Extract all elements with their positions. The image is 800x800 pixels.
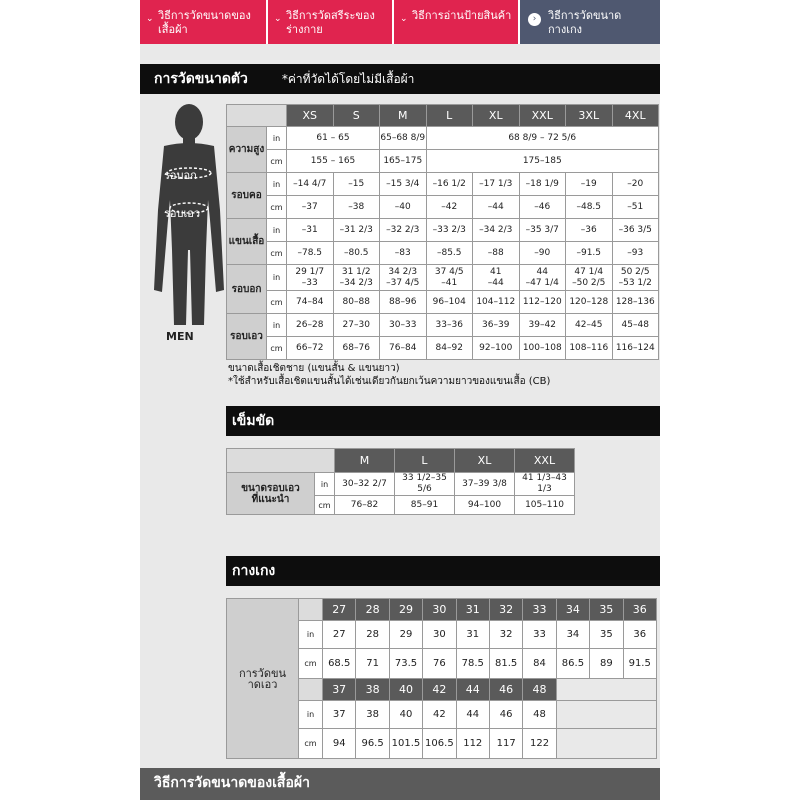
value-line: –33: [301, 277, 318, 288]
size-header: M: [335, 449, 395, 473]
value-line: –47 1/4: [525, 277, 559, 288]
value-cell: 33: [523, 621, 556, 649]
unit-label: in: [299, 621, 323, 649]
men-label: MEN: [166, 330, 194, 343]
section-note: *ค่าที่วัดได้โดยไม่มีเสื้อผ้า: [281, 72, 415, 86]
corner-cell: [299, 599, 323, 621]
size-header: 40: [389, 679, 422, 701]
value-cell: 68–76: [333, 337, 380, 360]
value-line: 31 1/2: [341, 266, 371, 277]
value-cell: 30: [423, 621, 456, 649]
tab-body-measure[interactable]: [268, 0, 394, 44]
belt-size-table: [226, 448, 575, 515]
value-cell: 29: [389, 621, 422, 649]
value-cell: 74–84: [287, 291, 334, 314]
body-size-table: [226, 104, 659, 360]
size-header: 44: [456, 679, 489, 701]
value-line: –34 2/3: [339, 277, 373, 288]
garment-measure-header: [140, 768, 660, 800]
value-cell: –48.5: [566, 196, 613, 219]
value-cell: –40: [380, 196, 427, 219]
size-header: S: [333, 105, 380, 127]
size-header: 36: [623, 599, 656, 621]
value-cell: [333, 265, 380, 291]
pants-size-table: [226, 598, 657, 759]
value-cell: –20: [612, 173, 659, 196]
unit-label: cm: [267, 242, 287, 265]
value-cell: 32: [489, 621, 522, 649]
value-cell: 100–108: [519, 337, 566, 360]
corner-cell: [227, 105, 287, 127]
value-cell: [473, 265, 520, 291]
size-header: 46: [489, 679, 522, 701]
value-cell: 88–96: [380, 291, 427, 314]
unit-label: in: [267, 265, 287, 291]
unit-label: cm: [315, 496, 335, 515]
row-label: รอบอก: [227, 265, 267, 314]
size-header: 28: [356, 599, 389, 621]
value-cell: 76–84: [380, 337, 427, 360]
value-cell: 122: [523, 729, 556, 759]
table-row: [227, 242, 659, 265]
size-header: 35: [590, 599, 623, 621]
size-header: 4XL: [612, 105, 659, 127]
value-line: 47 1/4: [574, 266, 604, 277]
size-header: 34: [556, 599, 589, 621]
value-line: 50 2/5: [620, 266, 650, 277]
chevron-down-icon: ⌄: [146, 14, 154, 24]
size-header: 27: [323, 599, 356, 621]
size-header: XL: [455, 449, 515, 473]
value-cell: –15 3/4: [380, 173, 427, 196]
size-header: 33: [523, 599, 556, 621]
value-cell: 78.5: [456, 649, 489, 679]
value-cell: 81.5: [489, 649, 522, 679]
unit-label: cm: [299, 729, 323, 759]
table-row: [227, 291, 659, 314]
size-guide-page: [140, 0, 660, 800]
value-cell: –80.5: [333, 242, 380, 265]
value-cell: –78.5: [287, 242, 334, 265]
value-cell: 76–82: [335, 496, 395, 515]
value-cell: 33–36: [426, 314, 473, 337]
value-cell: 84: [523, 649, 556, 679]
size-header: XS: [287, 105, 334, 127]
table-row: [227, 127, 659, 150]
value-line: –44: [487, 277, 504, 288]
value-cell: 96.5: [356, 729, 389, 759]
value-cell: –83: [380, 242, 427, 265]
height-in: 61 – 65: [287, 127, 380, 150]
table-row: [227, 196, 659, 219]
value-cell: 80–88: [333, 291, 380, 314]
value-cell: 94–100: [455, 496, 515, 515]
chevron-down-icon: ⌄: [274, 14, 282, 24]
chest-label: รอบอก: [164, 169, 197, 182]
value-cell: 106.5: [423, 729, 456, 759]
body-measure-header: [140, 64, 660, 94]
guide-tabs: [140, 0, 660, 44]
value-cell: 73.5: [389, 649, 422, 679]
corner-cell: [227, 449, 335, 473]
size-header: 31: [456, 599, 489, 621]
unit-label: in: [267, 127, 287, 150]
value-cell: 34: [556, 621, 589, 649]
value-cell: –46: [519, 196, 566, 219]
value-cell: 120–128: [566, 291, 613, 314]
value-cell: 36: [623, 621, 656, 649]
value-cell: 76: [423, 649, 456, 679]
value-cell: 104–112: [473, 291, 520, 314]
value-cell: [287, 265, 334, 291]
height-in: 65–68 8/9: [380, 127, 427, 150]
value-cell: –18 1/9: [519, 173, 566, 196]
value-cell: 96–104: [426, 291, 473, 314]
height-cm: 175–185: [426, 150, 659, 173]
section-title: การวัดขนาดตัว: [154, 71, 248, 87]
label-line: าดเอว: [247, 677, 278, 691]
size-header: M: [380, 105, 427, 127]
row-label: รอบเอว: [227, 314, 267, 360]
value-cell: 117: [489, 729, 522, 759]
size-header: 30: [423, 599, 456, 621]
value-line: –37 4/5: [386, 277, 420, 288]
value-cell: 91.5: [623, 649, 656, 679]
unit-label: in: [267, 314, 287, 337]
size-header: L: [395, 449, 455, 473]
tab-read-label[interactable]: [394, 0, 520, 44]
size-header: 29: [389, 599, 422, 621]
table-row: [227, 337, 659, 360]
value-line: 29 1/7: [295, 266, 325, 277]
value-line: 34 2/3: [388, 266, 418, 277]
value-cell: –93: [612, 242, 659, 265]
value-cell: 37–39 3/8: [455, 473, 515, 496]
tab-pants-measure[interactable]: [520, 0, 660, 44]
value-cell: –85.5: [426, 242, 473, 265]
value-cell: 28: [356, 621, 389, 649]
value-cell: 48: [523, 701, 556, 729]
value-cell: 31: [456, 621, 489, 649]
tab-garment-measure[interactable]: [140, 0, 268, 44]
value-cell: –42: [426, 196, 473, 219]
tab-label: วิธีการอ่านป้ายสินค้า: [412, 9, 512, 22]
unit-label: in: [267, 173, 287, 196]
value-cell: 40: [389, 701, 422, 729]
value-cell: 86.5: [556, 649, 589, 679]
row-label: [227, 599, 299, 759]
value-cell: –36: [566, 219, 613, 242]
men-figure: [150, 100, 228, 350]
table-row: [227, 314, 659, 337]
label-line: การวัดขน: [238, 666, 287, 680]
value-cell: –35 3/7: [519, 219, 566, 242]
value-cell: 84–92: [426, 337, 473, 360]
pants-header: [226, 556, 660, 586]
value-cell: 26–28: [287, 314, 334, 337]
value-cell: [566, 265, 613, 291]
table-row: [227, 173, 659, 196]
unit-label: cm: [267, 196, 287, 219]
label-line: ที่แนะนำ: [251, 493, 290, 505]
value-cell: [612, 265, 659, 291]
value-cell: 30–33: [380, 314, 427, 337]
value-cell: 89: [590, 649, 623, 679]
chevron-down-icon: ⌄: [400, 14, 408, 24]
value-line: 41: [490, 266, 502, 277]
value-cell: –51: [612, 196, 659, 219]
value-cell: 85–91: [395, 496, 455, 515]
table-row: [227, 449, 575, 473]
unit-label: in: [315, 473, 335, 496]
size-header: 3XL: [566, 105, 613, 127]
value-cell: –91.5: [566, 242, 613, 265]
size-header: L: [426, 105, 473, 127]
empty-cell: [556, 729, 656, 759]
value-cell: –31: [287, 219, 334, 242]
table-row: [227, 265, 659, 291]
value-cell: –15: [333, 173, 380, 196]
empty-cell: [556, 679, 656, 701]
value-cell: 39–42: [519, 314, 566, 337]
table-row: [227, 599, 657, 621]
value-cell: 42: [423, 701, 456, 729]
value-line: –41: [441, 277, 458, 288]
value-cell: –17 1/3: [473, 173, 520, 196]
section-title: เข็มขัด: [232, 413, 275, 429]
value-cell: –90: [519, 242, 566, 265]
value-cell: 128–136: [612, 291, 659, 314]
size-header: XL: [473, 105, 520, 127]
size-header: 38: [356, 679, 389, 701]
tab-label: วิธีการวัดขนาดของเสื้อผ้า: [158, 9, 251, 36]
value-cell: 27–30: [333, 314, 380, 337]
waist-label: รอบเอว: [164, 207, 201, 220]
value-cell: 68.5: [323, 649, 356, 679]
value-cell: 30–32 2/7: [335, 473, 395, 496]
value-cell: [380, 265, 427, 291]
value-cell: –36 3/5: [612, 219, 659, 242]
value-cell: 112: [456, 729, 489, 759]
table-row: [227, 105, 659, 127]
value-cell: 46: [489, 701, 522, 729]
size-header: XXL: [515, 449, 575, 473]
row-label: แขนเสื้อ: [227, 219, 267, 265]
value-cell: 37: [323, 701, 356, 729]
value-cell: 44: [456, 701, 489, 729]
value-cell: 33 1/2–35 5/6: [395, 473, 455, 496]
value-cell: –37: [287, 196, 334, 219]
value-cell: 105–110: [515, 496, 575, 515]
height-cm: 155 – 165: [287, 150, 380, 173]
tab-label: วิธีการวัดสรีระของร่างกาย: [286, 9, 375, 36]
unit-label: cm: [267, 337, 287, 360]
value-line: –50 2/5: [572, 277, 606, 288]
value-cell: 108–116: [566, 337, 613, 360]
height-cm: 165–175: [380, 150, 427, 173]
value-line: 44: [536, 266, 548, 277]
value-cell: 38: [356, 701, 389, 729]
unit-label: cm: [267, 291, 287, 314]
unit-label: in: [299, 701, 323, 729]
value-cell: 71: [356, 649, 389, 679]
section-title: วิธีการวัดขนาดของเสื้อผ้า: [154, 775, 310, 791]
value-cell: 41 1/3–43 1/3: [515, 473, 575, 496]
size-header: 37: [323, 679, 356, 701]
unit-label: cm: [267, 150, 287, 173]
chevron-right-icon: ›: [528, 13, 541, 26]
value-cell: 45–48: [612, 314, 659, 337]
unit-label: cm: [299, 649, 323, 679]
value-cell: –34 2/3: [473, 219, 520, 242]
value-cell: 66–72: [287, 337, 334, 360]
value-cell: –88: [473, 242, 520, 265]
value-line: 37 4/5: [434, 266, 464, 277]
empty-cell: [556, 701, 656, 729]
value-cell: –31 2/3: [333, 219, 380, 242]
table-row: [227, 150, 659, 173]
tab-label: วิธีการวัดขนาดกางเกง: [548, 9, 622, 36]
size-header: 48: [523, 679, 556, 701]
row-label: รอบคอ: [227, 173, 267, 219]
value-cell: 112–120: [519, 291, 566, 314]
value-cell: 101.5: [389, 729, 422, 759]
value-cell: –33 2/3: [426, 219, 473, 242]
row-label: ความสูง: [227, 127, 267, 173]
belt-header: [226, 406, 660, 436]
value-cell: –14 4/7: [287, 173, 334, 196]
value-cell: 94: [323, 729, 356, 759]
value-cell: 116–124: [612, 337, 659, 360]
corner-cell: [299, 679, 323, 701]
value-cell: 92–100: [473, 337, 520, 360]
size-header: 32: [489, 599, 522, 621]
value-cell: 27: [323, 621, 356, 649]
value-cell: –38: [333, 196, 380, 219]
value-cell: 36–39: [473, 314, 520, 337]
size-header: 42: [423, 679, 456, 701]
unit-label: in: [267, 219, 287, 242]
value-cell: –19: [566, 173, 613, 196]
section-title: กางเกง: [232, 563, 276, 579]
value-cell: 42–45: [566, 314, 613, 337]
value-cell: –44: [473, 196, 520, 219]
value-line: –53 1/2: [618, 277, 652, 288]
shirt-footnote: [228, 362, 550, 388]
table-row: [227, 473, 575, 496]
footnote-line: *ใช้สำหรับเสื้อเชิตแขนสั้นได้เช่นเดียวกันยกเว้นความยาวของแขนเสื้อ (CB): [228, 376, 551, 387]
height-in: 68 8/9 – 72 5/6: [426, 127, 659, 150]
label-line: ขนาดรอบเอว: [241, 482, 300, 494]
value-cell: –32 2/3: [380, 219, 427, 242]
value-cell: [426, 265, 473, 291]
value-cell: –16 1/2: [426, 173, 473, 196]
footnote-line: ขนาดเสื้อเชิตชาย (แขนสั้น & แขนยาว): [228, 363, 400, 374]
table-row: [227, 219, 659, 242]
value-cell: 35: [590, 621, 623, 649]
value-cell: [519, 265, 566, 291]
row-label: [227, 473, 315, 515]
size-header: XXL: [519, 105, 566, 127]
